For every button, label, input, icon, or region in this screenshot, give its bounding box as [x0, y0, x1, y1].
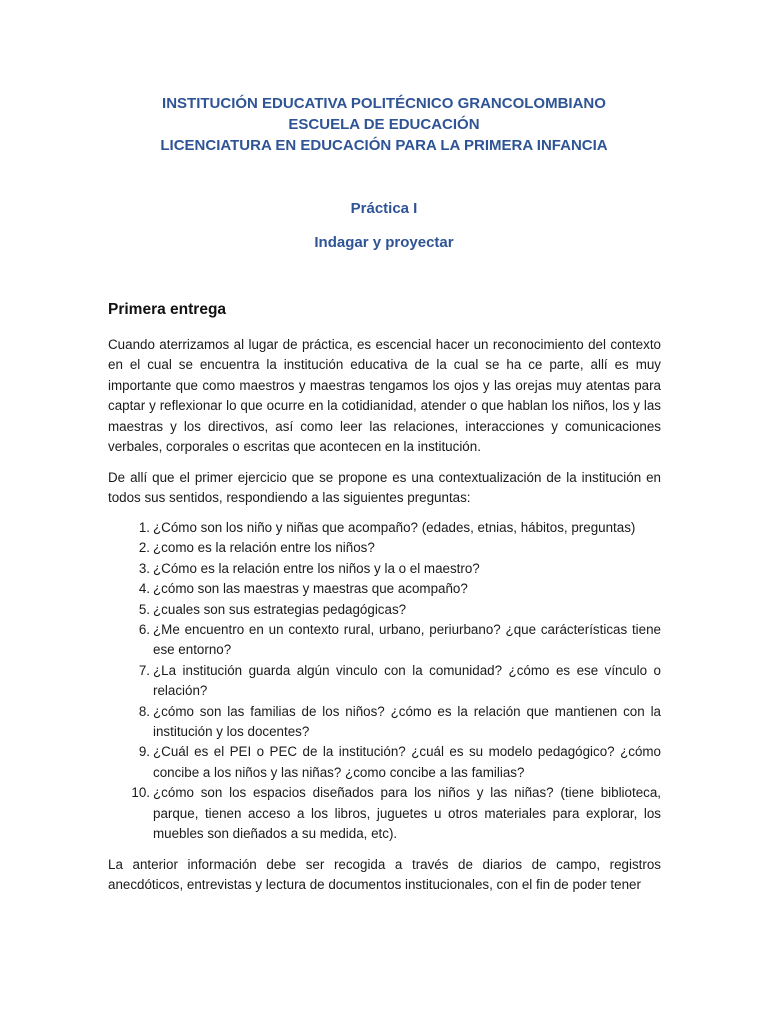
- list-item-text: ¿Cómo son los niño y niñas que acompaño? (edades, etnias, hábitos, preguntas): [153, 520, 636, 535]
- list-item: [108, 620, 661, 661]
- list-item-text: ¿como es la relación entre los niños?: [153, 540, 375, 556]
- institution-name: INSTITUCIÓN EDUCATIVA POLITÉCNICO GRANCOLOMBIANO: [162, 95, 606, 112]
- list-item-text: ¿La institución guarda algún vinculo con la comunidad? ¿cómo es ese vínculo o relación?: [153, 662, 661, 699]
- list-item-number: 3.: [138, 560, 150, 576]
- list-item: [108, 742, 661, 783]
- list-item-number: 1.: [138, 520, 150, 535]
- list-item-text: ¿Me encuentro en un contexto rural, urbano, periurbano? ¿que carácterísticas tiene ese entorno?: [153, 622, 661, 658]
- intro-paragraph: Cuando aterrizamos al lugar de práctica, es escencial hacer un reconocimiento del contexto en el cual se encuentra la institución educativa de la cual se ha ce parte, allí es muy importante que como maestros y maestras tengamos los ojos y las orejas muy atentas para captar y reflexionar lo que ocurre en la cotidianidad, atender o que hablan los niños, los y las maestras y los directivos, así como leer las relaciones, interacciones y comunicaciones verbales, corporales o escritas que acontecen en la institución.: [108, 337, 661, 455]
- list-item-number: 9.: [138, 744, 150, 760]
- list-item-text: ¿cómo son las maestras y maestras que acompaño?: [153, 581, 468, 597]
- list-item: [108, 559, 661, 579]
- list-item: [108, 579, 661, 599]
- document-header: [0, 93, 768, 156]
- list-item-number: 5.: [138, 601, 150, 617]
- closing-paragraph: La anterior información debe ser recogida a través de diarios de campo, registros anecdóticos, entrevistas y lectura de documentos institucionales, con el fin de poder tener: [108, 857, 661, 893]
- list-item: [108, 600, 661, 620]
- list-item-text: ¿Cómo es la relación entre los niños y la o el maestro?: [153, 560, 480, 576]
- list-item-text: ¿cuales son sus estrategias pedagógicas?: [153, 601, 407, 617]
- list-item: [108, 783, 661, 844]
- list-item-number: 8.: [138, 703, 150, 719]
- list-item: [108, 518, 661, 538]
- questions-list: [108, 518, 661, 845]
- list-item: [108, 538, 661, 558]
- list-item-number: 2.: [138, 540, 150, 556]
- questions-intro-paragraph: De allí que el primer ejercicio que se propone es una contextualización de la institución en todos sus sentidos, respondiendo a las siguientes preguntas:: [108, 470, 661, 506]
- section-heading: Primera entrega: [108, 301, 227, 318]
- practice-title: Práctica I: [350, 200, 418, 217]
- list-item-number: 6.: [138, 622, 150, 638]
- list-item-number: 7.: [138, 662, 150, 678]
- list-item-number: 10.: [131, 785, 150, 801]
- list-item: [108, 702, 661, 743]
- practice-subtitle: Indagar y proyectar: [314, 234, 454, 251]
- list-item-text: ¿cómo son las familias de los niños? ¿cómo es la relación que mantienen con la institución y los docentes?: [153, 703, 661, 740]
- list-item-text: ¿Cuál es el PEI o PEC de la institución? ¿cuál es su modelo pedagógico? ¿cómo concibe a los niños y las niñas? ¿como concibe a las familias?: [153, 744, 661, 780]
- list-item-text: ¿cómo son los espacios diseñados para los niños y las niñas? (tiene biblioteca, parque, tienen acceso a los libros, juguetes u otros materiales para explorar, los muebles son dieñados a su medida, etc).: [153, 785, 661, 842]
- list-item: [108, 661, 661, 702]
- school-name: ESCUELA DE EDUCACIÓN: [288, 116, 480, 133]
- program-name: LICENCIATURA EN EDUCACIÓN PARA LA PRIMERA INFANCIA: [160, 137, 608, 154]
- list-item-number: 4.: [138, 581, 150, 597]
